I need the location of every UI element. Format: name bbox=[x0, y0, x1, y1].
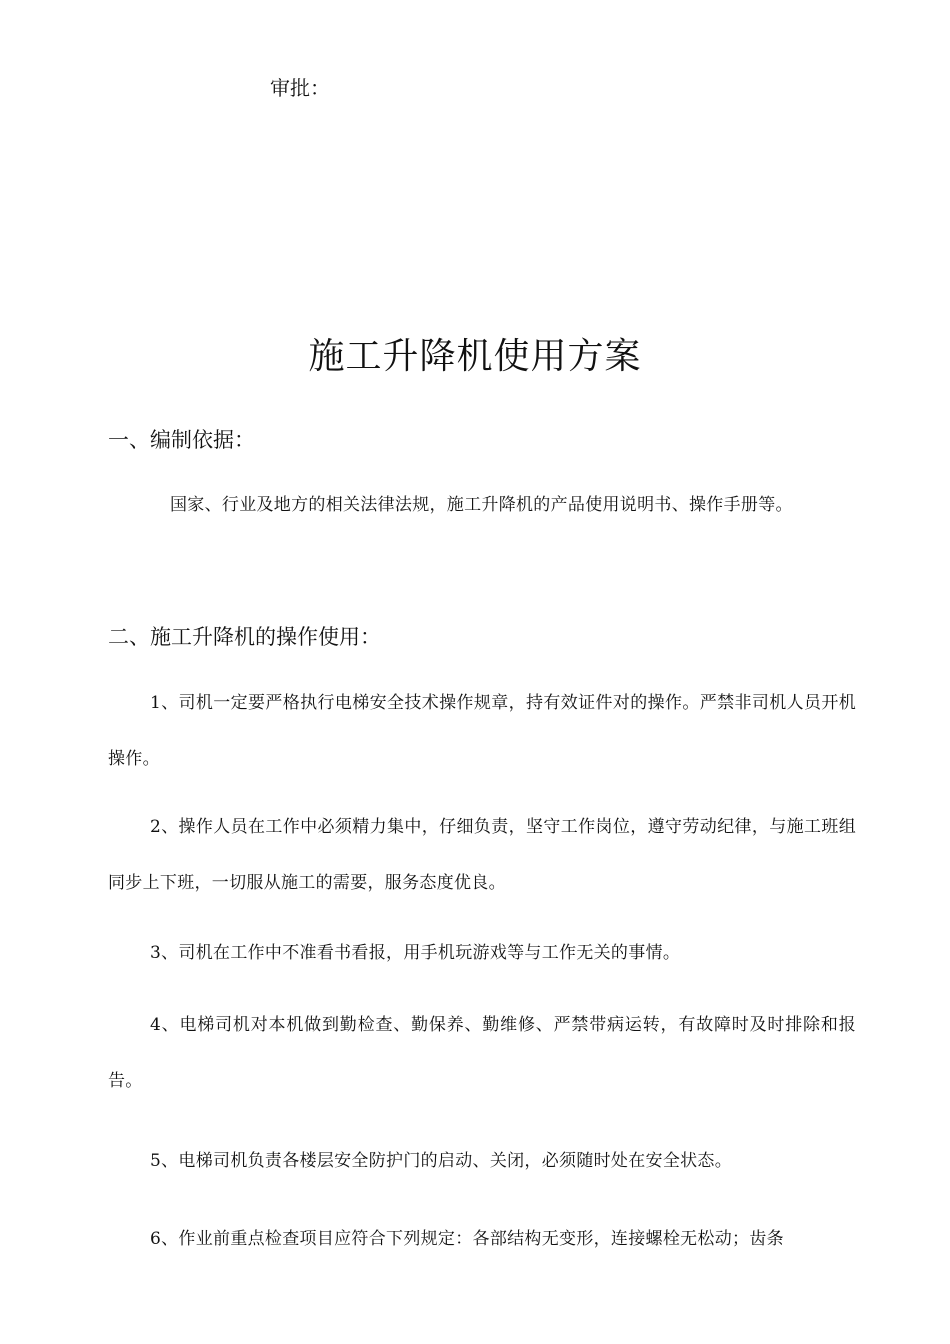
paragraph-basis: 国家、行业及地方的相关法律法规，施工升降机的产品使用说明书、操作手册等。 bbox=[170, 495, 793, 515]
paragraph-item-5: 5、电梯司机负责各楼层安全防护门的启动、关闭，必须随时处在安全状态。 bbox=[150, 1151, 733, 1171]
document-title: 施工升降机使用方案 bbox=[308, 336, 642, 377]
paragraph-item-6: 6、作业前重点检查项目应符合下列规定：各部结构无变形，连接螺栓无松动；齿条 bbox=[150, 1229, 784, 1249]
section-heading-basis: 一、编制依据： bbox=[108, 428, 255, 452]
approval-label: 审批： bbox=[270, 76, 330, 100]
paragraph-item-4: 4、电梯司机对本机做到勤检查、勤保养、勤维修、严禁带病运转，有故障时及时排除和报告。 bbox=[108, 1015, 856, 1091]
paragraph-item-3: 3、司机在工作中不准看书看报，用手机玩游戏等与工作无关的事情。 bbox=[150, 943, 681, 963]
section-heading-operation: 二、施工升降机的操作使用： bbox=[108, 625, 381, 649]
paragraph-item-2: 2、操作人员在工作中必须精力集中，仔细负责，坚守工作岗位，遵守劳动纪律，与施工班组同步上下班，一切服从施工的需要，服务态度优良。 bbox=[108, 817, 856, 893]
paragraph-item-1: 1、司机一定要严格执行电梯安全技术操作规章，持有效证件对的操作。严禁非司机人员开机操作。 bbox=[108, 693, 856, 769]
